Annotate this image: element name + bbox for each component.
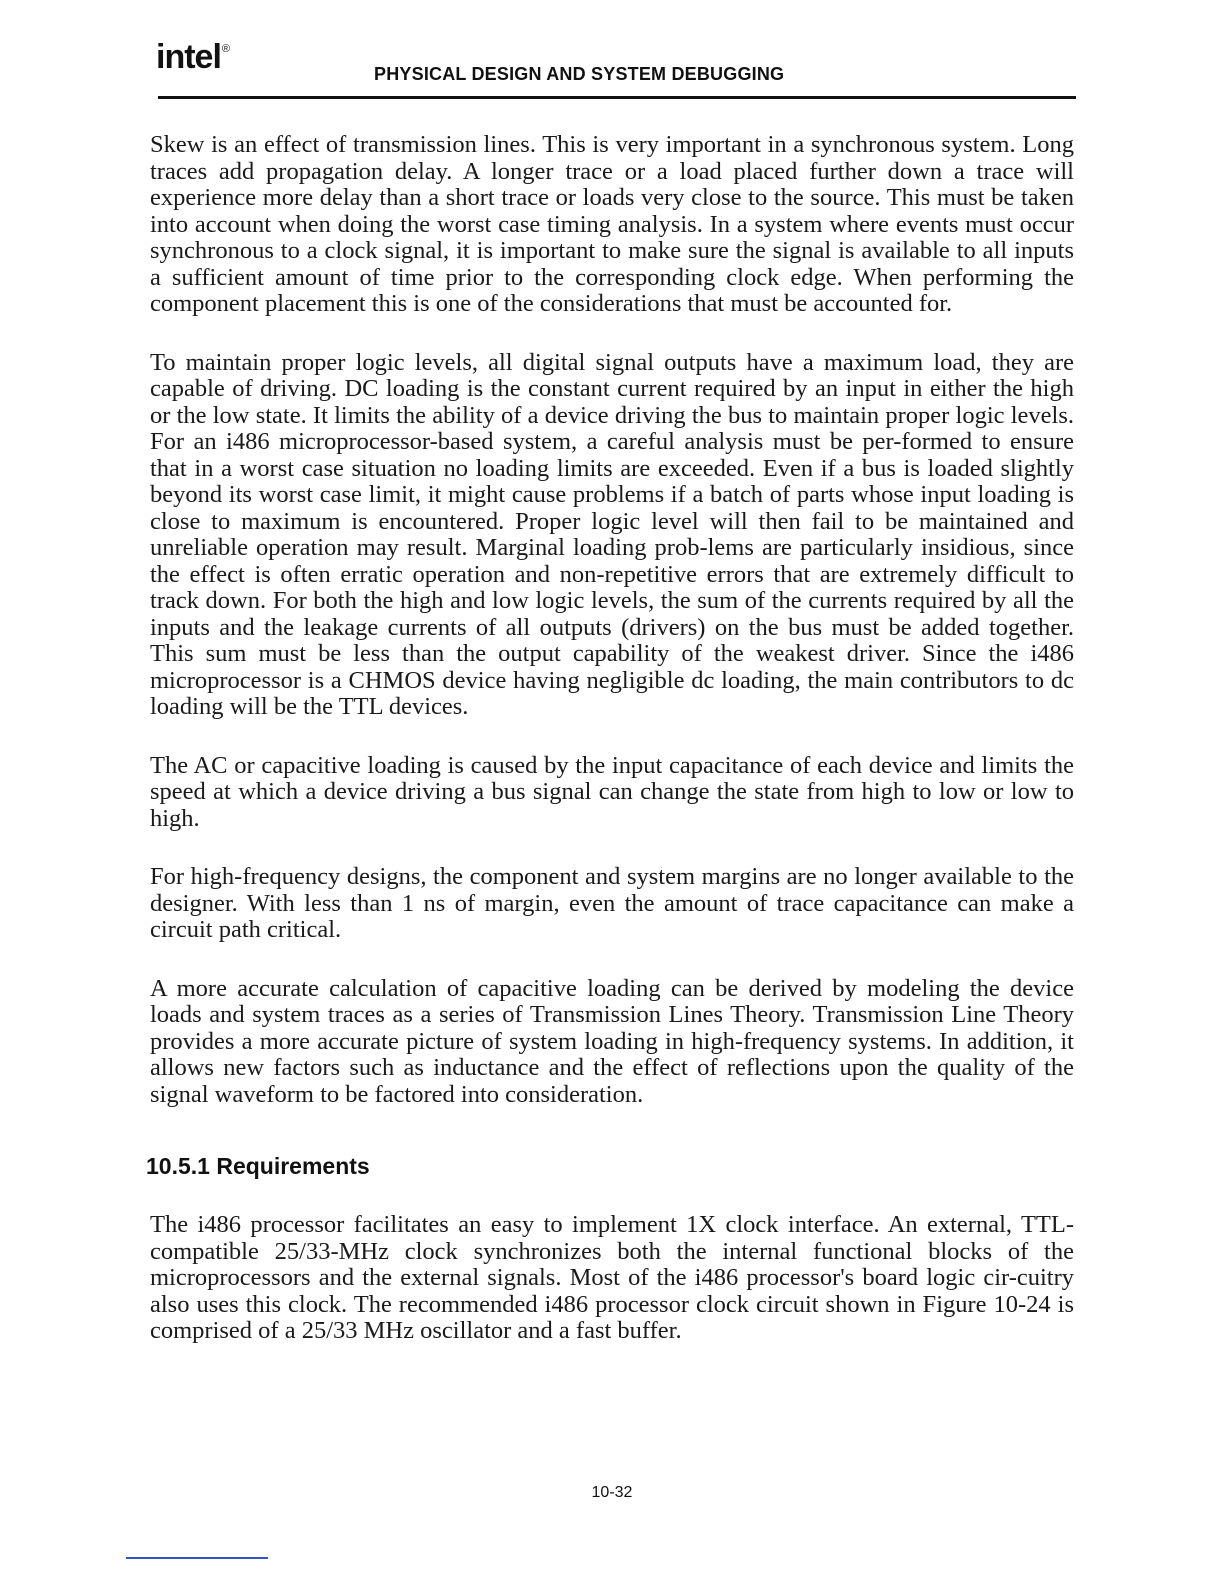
paragraph-ac-loading: The AC or capacitive loading is caused by the input capacitance of each device and limits the speed at which a device driving a bus signal can change the state from high to low or low to high. (150, 751, 1074, 832)
paragraph-skew: Skew is an effect of transmission lines. This is very important in a synchronous system. Long traces add propagation delay. A longer trace or a load placed further down a trace will experience more delay than a short trace or loads very close to the source. This must be taken into account when doing the worst case timing analysis. In a system where events must occur synchronous to a clock signal, it is important to make sure the signal is available to all inputs a sufficient amount of time prior to the corresponding clock edge. When performing the component placement this is one of the considerations that must be accounted for. (150, 131, 1074, 317)
paragraph-transmission-lines: A more accurate calculation of capacitive loading can be derived by modeling the device loads and system traces as a series of Transmission Lines Theory. Transmission Line Theory provides a more accurate picture of system loading in high-frequency systems. In addition, it allows new factors such as inductance and the effect of reflections upon the quality of the signal waveform to be factored into consideration. (150, 974, 1074, 1108)
logo-text: intel (156, 38, 221, 76)
paragraph-high-frequency: For high-frequency designs, the component and system margins are no longer available to the designer. With less than 1 ns of margin, even the amount of trace capacitance can make a circuit path critical. (150, 863, 1074, 943)
page-body (146, 131, 1074, 1377)
registered-mark: ® (221, 43, 230, 55)
header-rule (158, 96, 1076, 99)
running-header-title: PHYSICAL DESIGN AND SYSTEM DEBUGGING (374, 64, 785, 84)
paragraph-requirements: The i486 processor facilitates an easy to implement 1X clock interface. An external, TTL-compatible 25/33-MHz clock synchronizes both the internal functional blocks of the microprocessors and the external signals. Most of the i486 processor's board logic cir-cuitry also uses this clock. The recommended i486 processor clock circuit shown in Figure 10-24 is comprised of a 25/33 MHz oscillator and a fast buffer. (150, 1211, 1074, 1344)
section-heading: 10.5.1 Requirements (146, 1153, 370, 1179)
footer-rule (126, 1557, 268, 1559)
paragraph-dc-loading: To maintain proper logic levels, all digital signal outputs have a maximum load, they are capable of driving. DC loading is the constant current required by an input in either the high or the low state. It limits the ability of a device driving the bus to maintain proper logic levels. For an i486 microprocessor-based system, a careful analysis must be per-formed to ensure that in a worst case situation no loading limits are exceeded. Even if a bus is loaded slightly beyond its worst case limit, it might cause problems if a batch of parts whose input loading is close to maximum is encountered. Proper logic level will then fail to be maintained and unreliable operation may result. Marginal loading prob-lems are particularly insidious, since the effect is often erratic operation and non-repetitive errors that are extremely difficult to track down. For both the high and low logic levels, the sum of the currents required by all the inputs and the leakage currents of all outputs (drivers) on the bus must be added together. This sum must be less than the output capability of the weakest driver. Since the i486 microprocessor is a CHMOS device having negligible dc loading, the main contributors to dc loading will be the TTL devices. (150, 348, 1074, 720)
page-number: 10-32 (591, 1484, 633, 1501)
intel-logo (156, 40, 228, 74)
